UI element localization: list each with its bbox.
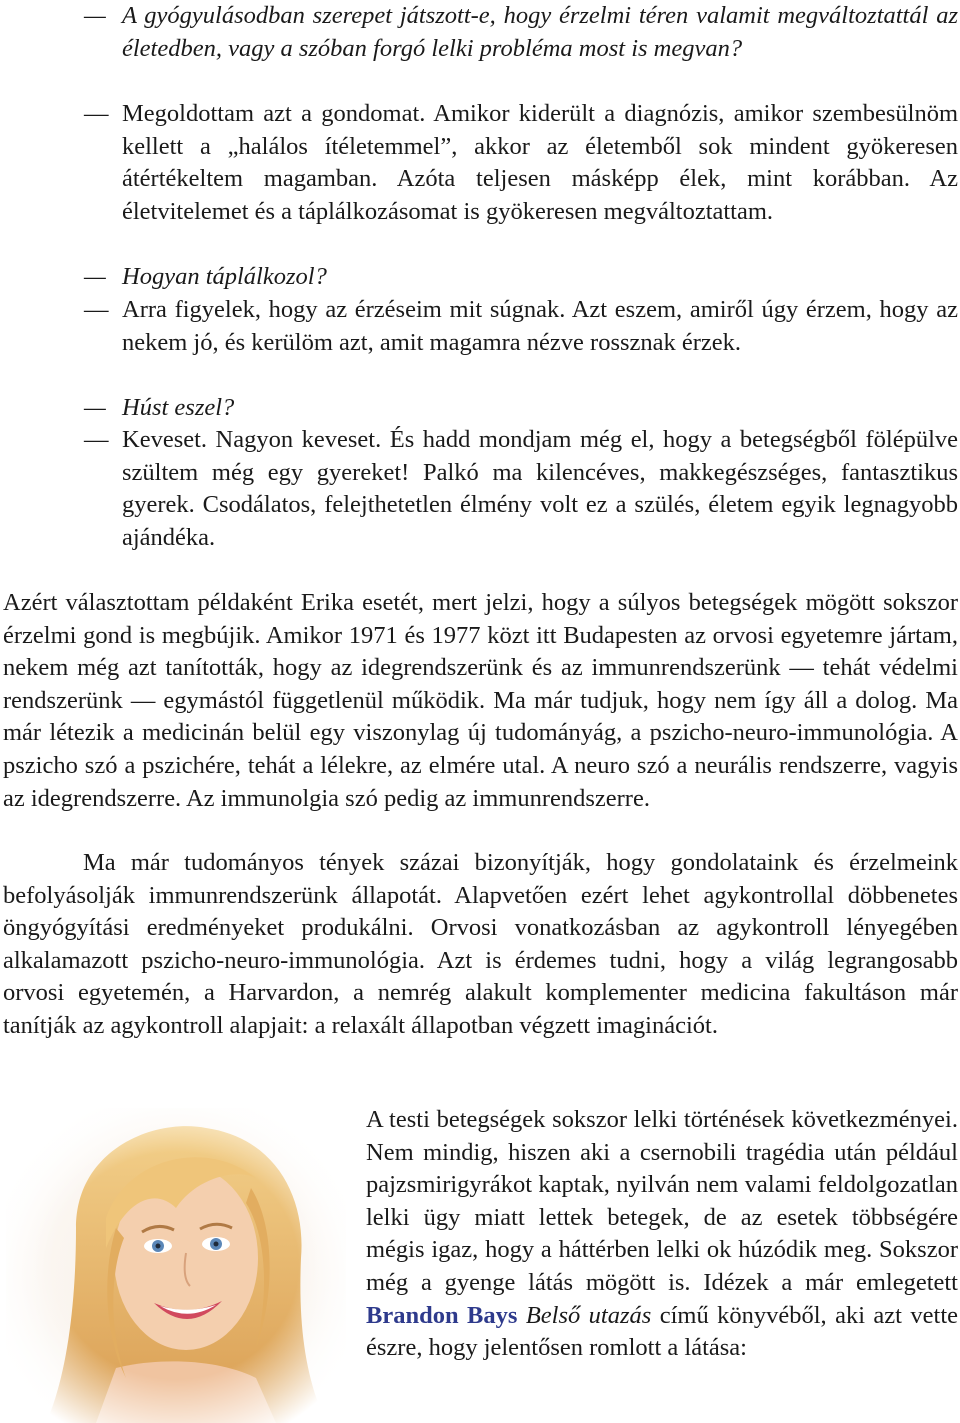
dialogue-dash: —: [84, 296, 109, 323]
dialogue-question-1: [0, 0, 960, 65]
author-name: Brandon Bays: [366, 1301, 518, 1329]
dialogue-question-3: [0, 392, 960, 425]
dialogue-answer-1: [0, 98, 960, 228]
dialogue-dash: —: [84, 394, 106, 421]
dialogue-question-2: [0, 261, 960, 294]
body-paragraph-1: Azért választottam példaként Erika esetét, mert jelzi, hogy a súlyos betegségek mögött sokszor érzelmi gond is megbújik. Amikor 1971 és 1977 közt itt Budapesten az orvosi egyetemre jártam, nekem még azt tanították, hogy az idegrendszerünk és az immunrendszerünk — tehát védelmi rendszerünk — egymástól függetlenül működik. Ma már tudjuk, hogy nem így áll a dolog. Ma már létezik a medicinán belül egy viszonylag új tudományág, a pszicho-neuro-immunológia. A pszicho szó a pszichére, tehát a lélekre, az elmére utal. A neuro szó a neurális rendszerre, vagyis az idegrendszerre. Az immunolgia szó pedig az immunrendszerre.: [3, 589, 958, 812]
dialogue-answer-2: [0, 294, 960, 359]
side-paragraph: [366, 1104, 958, 1365]
dialogue-text: A gyógyulásodban szerepet játszott-e, hogy érzelmi téren valamit megváltoztattál az életedben, vagy a szóban forgó lelki probléma most is megvan?: [122, 2, 958, 62]
dialogue-text: Arra figyelek, hogy az érzéseim mit súgnak. Azt eszem, amiről úgy érzem, hogy az nekem jó, és kerülöm azt, amit magamra nézve rossznak érzek.: [122, 296, 958, 356]
dialogue-text: Keveset. Nagyon keveset. És hadd mondjam még el, hogy a betegségből fölépülve szültem még egy gyereket! Palkó ma kilencéves, makkegészséges, fantasztikus gyerek. Csodálatos, felejthetetlen élmény volt ez a szülés, életem egyik legnagyobb ajándéka.: [122, 426, 958, 551]
book-title: Belső utazás: [525, 1301, 652, 1329]
dialogue-dash: —: [84, 2, 106, 29]
dialogue-dash: —: [84, 100, 109, 127]
side-text-start: A testi betegségek sokszor lelki történések következményei. Nem mindig, hiszen aki a csernobili tragédia után például pajzsmirigyrákot kaptak, nyilván nem valami feldolgozatlan lelki ügy miatt lettek betegek, de az esetek többségére mégis igaz, hogy a háttérben lelki ok húzódik meg. Sokszor még a gyenge látás mögött is. Idézek a már emlegetett: [366, 1106, 958, 1296]
dialogue-dash: —: [84, 426, 109, 453]
dialogue-dash: —: [84, 263, 106, 290]
dialogue-answer-3: [0, 424, 960, 554]
side-text-end: című könyvéből, aki azt vette észre, hogy jelentősen romlott a látása:: [366, 1301, 959, 1362]
side-text-space: [517, 1302, 525, 1329]
dialogue-text: Hogyan táplálkozol?: [122, 263, 327, 290]
body-paragraph-2: Ma már tudományos tények százai bizonyítják, hogy gondolataink és érzelmeink befolyásolják immunrendszerünk állapotát. Alapvetően ezért lehet agykontrollal döbbenetes öngyógyítási eredményeket produkálni. Orvosi vonatkozásban az agykontroll lényegében alkalamazott pszicho-neuro-immunológia. Azt is érdemes tudni, hogy a világ legrangosabb orvosi egyetemén, a Harvardon, a nemrég alakult komplementer medicina fakultáson már tanítják az agykontroll alapjait: a relaxált állapotban végzett imaginációt.: [3, 849, 958, 1039]
portrait-illustration: [6, 1108, 346, 1423]
dialogue-text: Megoldottam azt a gondomat. Amikor kiderült a diagnózis, amikor szembesülnöm kellett a „halálos ítéletemmel”, akkor az életemből sok mindent gyökeresen átértékeltem magamban. Azóta teljesen másképp élek, mint korábban. Az életvitelemet és a táplálkozásomat is gyökeresen megváltoztattam.: [122, 100, 958, 225]
dialogue-text: Húst eszel?: [122, 394, 235, 421]
woman-portrait-photo: [6, 1108, 346, 1423]
